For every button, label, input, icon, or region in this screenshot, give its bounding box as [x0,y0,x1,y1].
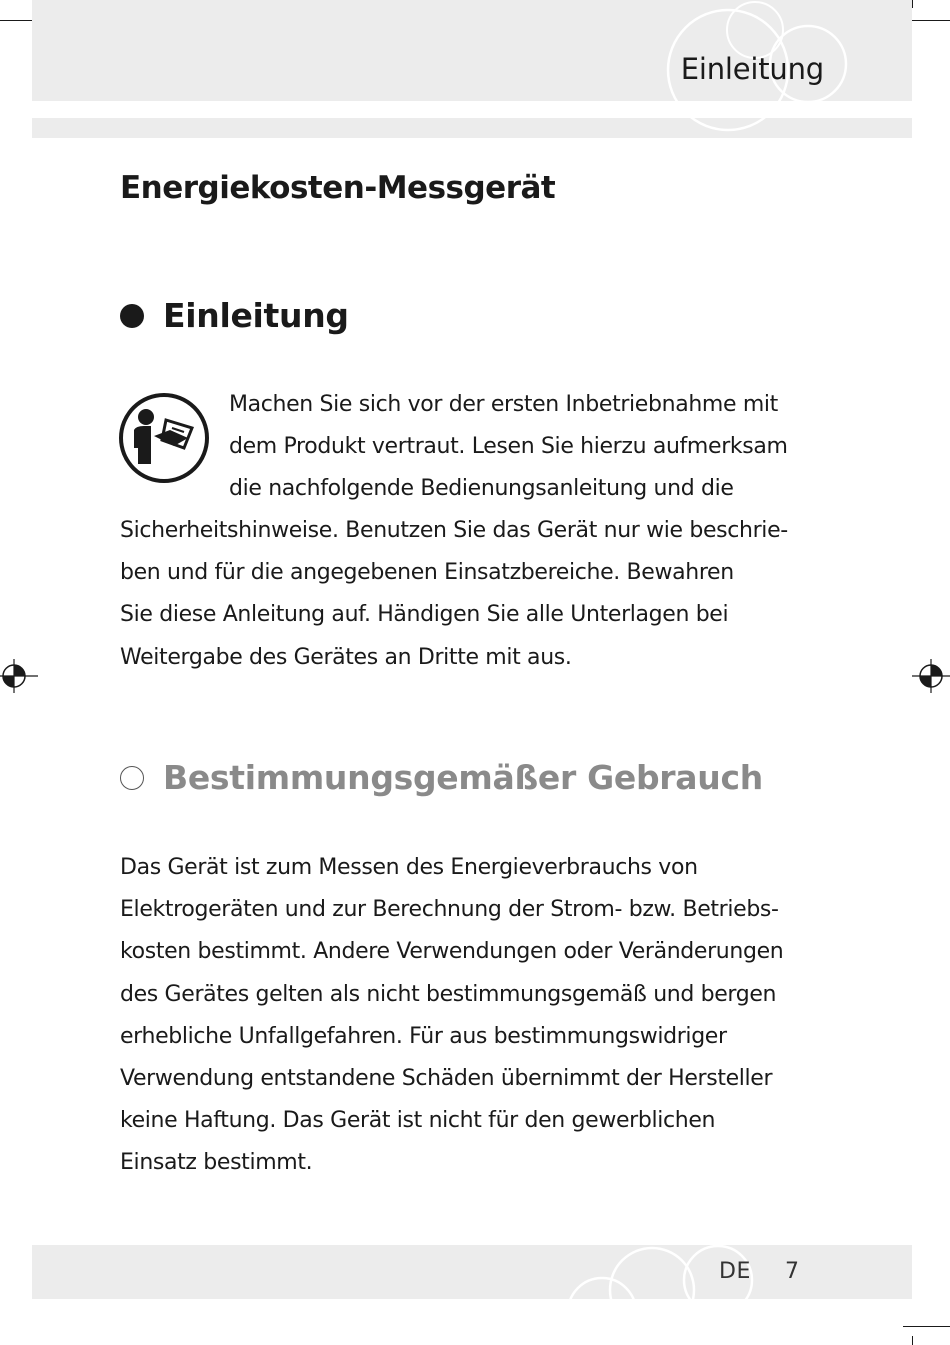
section-heading-einleitung [120,296,349,335]
section-heading-text: Bestimmungsgemäßer Gebrauch [163,758,763,797]
filled-bullet-icon [120,304,144,328]
crop-mark-bottom-right [903,1326,950,1327]
intro-line-6: Sie diese Anleitung auf. Händigen Sie alle Unterlagen bei [120,602,729,627]
use-line-7: keine Haftung. Das Gerät ist nicht für den gewerblichen [120,1108,716,1133]
intro-line-3: die nachfolgende Bedienungsanleitung und die [229,476,734,501]
registration-mark-right-icon [912,657,950,695]
use-line-3: kosten bestimmt. Andere Verwendungen oder Veränderungen [120,939,784,964]
footer-page-number: 7 [785,1259,799,1284]
intro-line-2: dem Produkt vertraut. Lesen Sie hierzu aufmerksam [229,434,788,459]
section-heading-text: Einleitung [163,296,349,335]
use-line-1: Das Gerät ist zum Messen des Energieverbrauchs von [120,855,698,880]
intro-line-7: Weitergabe des Gerätes an Dritte mit aus. [120,645,572,670]
section-heading-bestimmungsgemaesser-gebrauch [120,758,763,797]
intro-line-1: Machen Sie sich vor der ersten Inbetriebnahme mit [229,392,778,417]
document-title: Energiekosten-Messgerät [120,170,556,206]
intro-line-5: ben und für die angegebenen Einsatzbereiche. Bewahren [120,560,734,585]
read-manual-icon [118,392,210,484]
intro-line-4: Sicherheitshinweise. Benutzen Sie das Gerät nur wie beschrie- [120,518,788,543]
footer-band [32,1245,912,1299]
use-line-2: Elektrogeräten und zur Berechnung der Strom- bzw. Betriebs- [120,897,779,922]
use-line-6: Verwendung entstandene Schäden übernimmt der Hersteller [120,1066,773,1091]
footer-language: DE [719,1259,751,1284]
header-section-title: Einleitung [680,52,824,86]
crop-mark-bottom-right-vertical [912,1336,913,1345]
use-line-4: des Gerätes gelten als nicht bestimmungsgemäß und bergen [120,982,777,1007]
use-line-5: erhebliche Unfallgefahren. Für aus bestimmungswidriger [120,1024,727,1049]
hollow-bullet-icon [120,766,144,790]
registration-mark-left-icon [0,657,38,695]
crop-mark-top-right-vertical [912,0,913,8]
use-line-8: Einsatz bestimmt. [120,1150,313,1175]
footer-decorative-circles [560,1230,760,1345]
